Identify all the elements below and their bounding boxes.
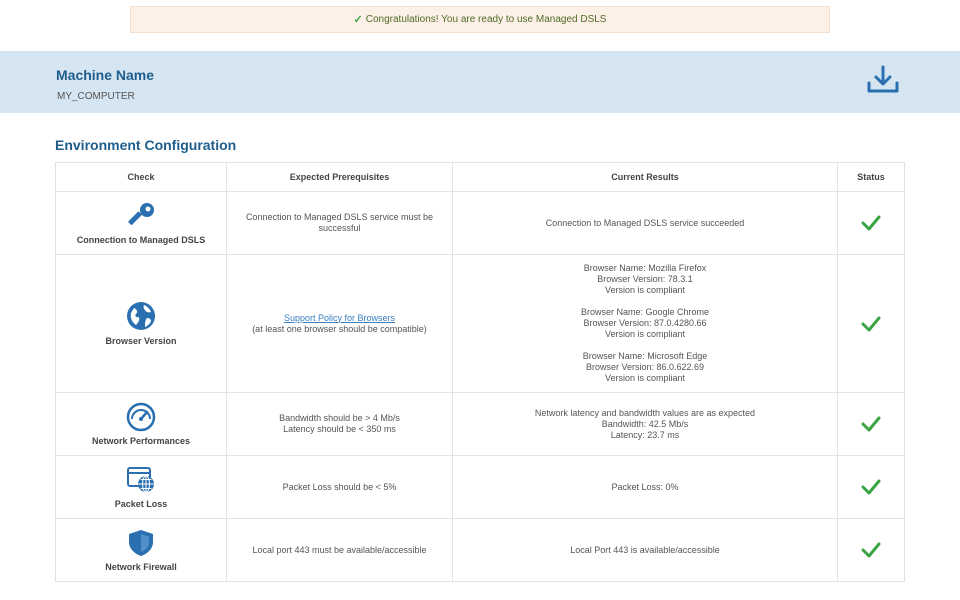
checkmark-icon <box>861 416 881 432</box>
checkmark-icon <box>861 542 881 558</box>
result-line: Network latency and bandwidth values are as expected <box>534 407 756 418</box>
browser-result-edge <box>459 351 831 384</box>
table-row <box>56 519 905 582</box>
table-row <box>56 393 905 456</box>
expected-line: Latency should be < 350 ms <box>283 424 396 434</box>
expected-cell: Packet Loss should be < 5% <box>227 456 453 519</box>
check-cell <box>56 393 227 456</box>
browser-version: Browser Version: 86.0.622.69 <box>585 362 705 372</box>
result-line: Bandwidth: 42.5 Mb/s <box>601 418 689 429</box>
browser-name: Browser Name: Mozilla Firefox <box>583 263 707 273</box>
browser-version: Browser Version: 78.3.1 <box>597 274 693 284</box>
machine-name-label: Machine Name <box>56 67 155 83</box>
browser-name: Browser Name: Microsoft Edge <box>582 351 708 361</box>
check-cell <box>56 519 227 582</box>
result-line: Latency: 23.7 ms <box>610 429 680 440</box>
web-window-icon <box>125 465 157 495</box>
expected-note: (at least one browser should be compatible) <box>252 323 427 334</box>
check-label: Network Performances <box>91 435 191 446</box>
machine-info-bar <box>0 51 960 113</box>
column-header-expected: Expected Prerequisites <box>227 163 453 192</box>
result-cell <box>453 393 838 456</box>
expected-cell: Local port 443 must be available/accessible <box>227 519 453 582</box>
result-cell: Local Port 443 is available/accessible <box>453 519 838 582</box>
expected-line: Bandwidth should be > 4 Mb/s <box>279 413 400 423</box>
check-icon: ✓ <box>353 14 363 26</box>
result-cell: Packet Loss: 0% <box>453 456 838 519</box>
browser-compliance: Version is compliant <box>604 373 686 383</box>
check-label: Connection to Managed DSLS <box>76 234 206 245</box>
column-header-status: Status <box>838 163 905 192</box>
checkmark-icon <box>861 215 881 231</box>
environment-table <box>55 162 905 582</box>
shield-icon <box>125 528 157 558</box>
table-row <box>56 255 905 393</box>
check-label: Browser Version <box>105 336 177 346</box>
result-cell: Connection to Managed DSLS service succeeded <box>453 192 838 255</box>
status-cell <box>838 456 905 519</box>
status-cell <box>838 519 905 582</box>
browser-compliance: Version is compliant <box>604 329 686 339</box>
table-row <box>56 456 905 519</box>
download-button[interactable] <box>864 63 902 99</box>
download-icon <box>864 63 902 99</box>
check-cell <box>56 255 227 393</box>
section-title: Environment Configuration <box>55 137 237 153</box>
expected-cell <box>227 393 453 456</box>
check-label: Packet Loss <box>114 498 168 509</box>
browser-support-policy-link[interactable]: Support Policy for Browsers <box>283 312 396 323</box>
banner-text: Congratulations! You are ready to use Managed DSLS <box>365 14 607 25</box>
status-cell <box>838 255 905 393</box>
checkmark-icon <box>861 316 881 332</box>
check-cell <box>56 456 227 519</box>
browser-version: Browser Version: 87.0.4280.66 <box>583 318 707 328</box>
status-cell <box>838 192 905 255</box>
table-header-row <box>56 163 905 192</box>
status-cell <box>838 393 905 456</box>
success-banner <box>130 6 830 33</box>
check-label: Network Firewall <box>105 561 177 572</box>
result-cell <box>453 255 838 393</box>
expected-cell: Connection to Managed DSLS service must be successful <box>227 192 453 255</box>
machine-name-value: MY_COMPUTER <box>57 91 135 102</box>
browser-name: Browser Name: Google Chrome <box>580 307 710 317</box>
table-row <box>56 192 905 255</box>
browser-result-chrome <box>459 307 831 340</box>
gauge-icon <box>125 402 157 432</box>
check-cell <box>56 192 227 255</box>
column-header-results: Current Results <box>453 163 838 192</box>
globe-icon <box>125 300 157 332</box>
checkmark-icon <box>861 479 881 495</box>
column-header-check: Check <box>56 163 227 192</box>
key-icon <box>125 201 157 231</box>
browser-compliance: Version is compliant <box>604 285 686 295</box>
expected-cell <box>227 255 453 393</box>
browser-result-firefox <box>459 263 831 296</box>
